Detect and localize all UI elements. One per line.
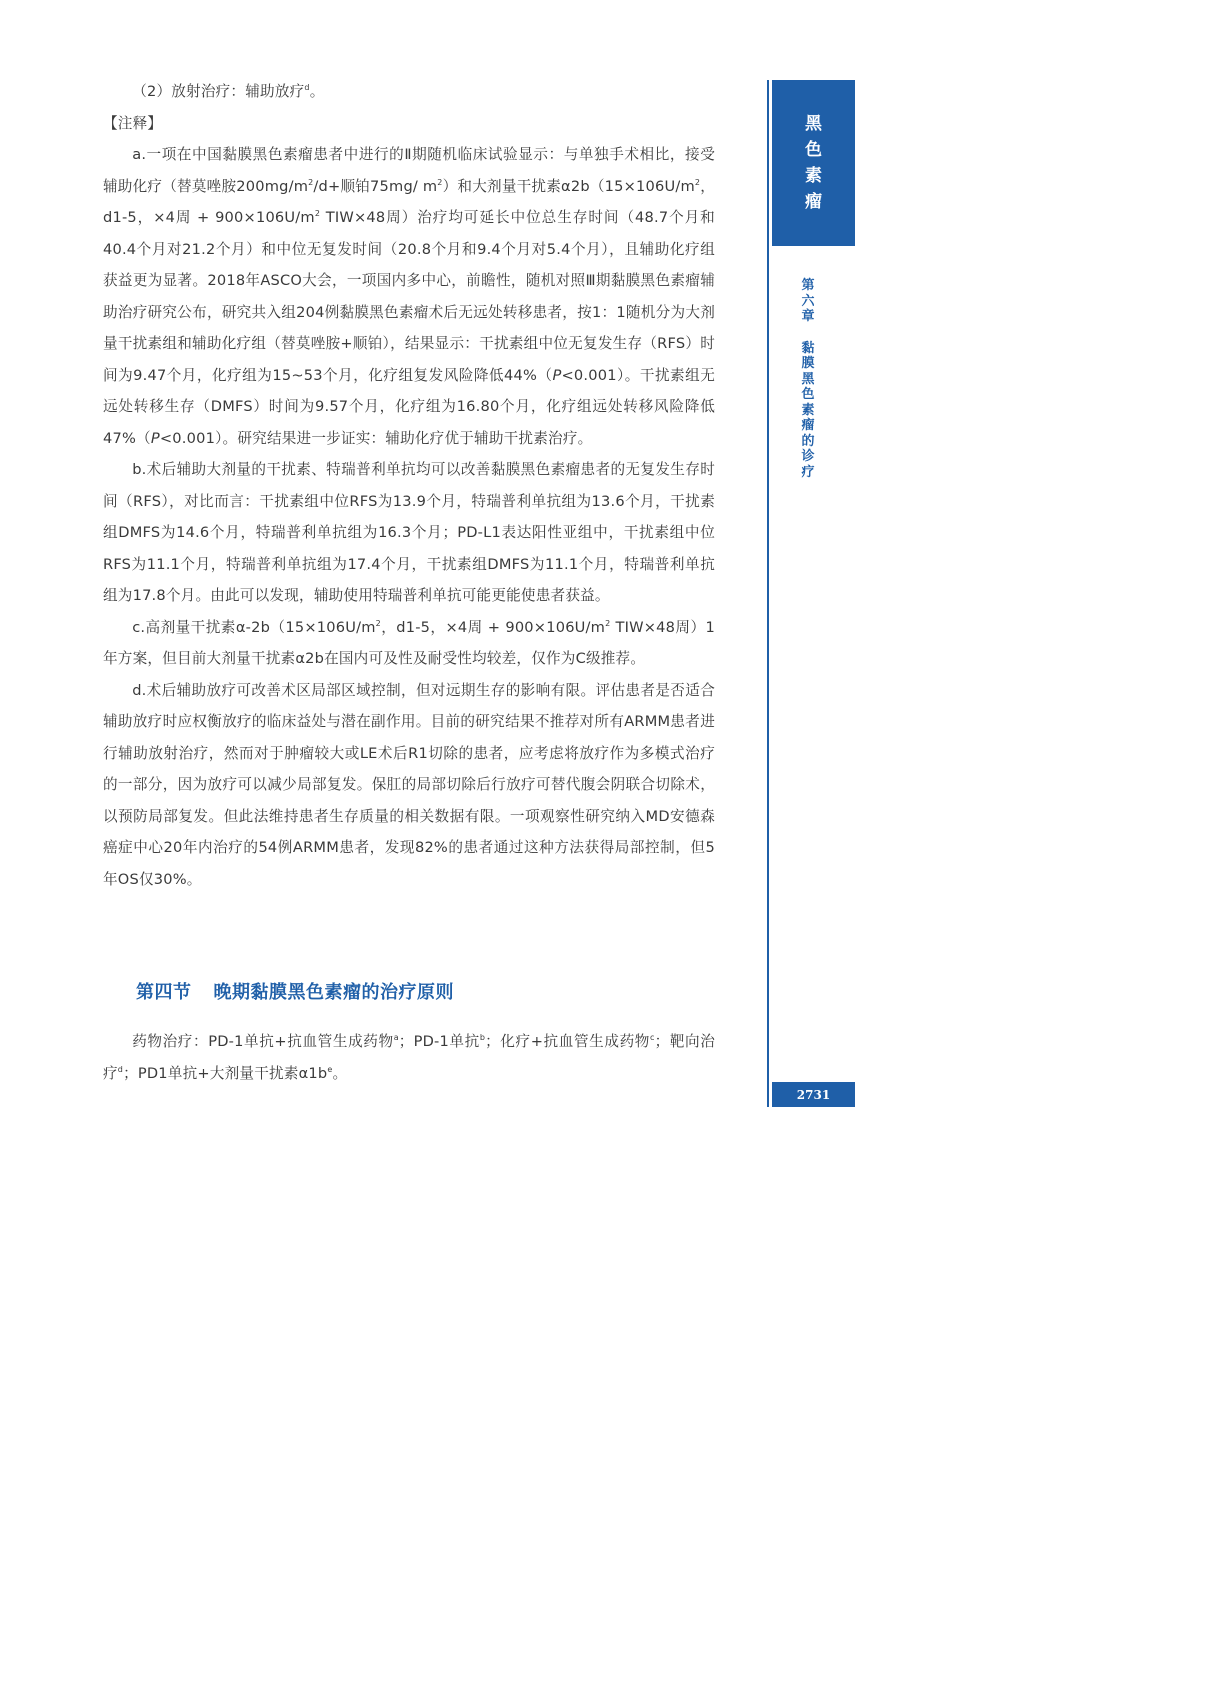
- section-heading: [136, 978, 454, 1004]
- chapter-side-label: [800, 278, 816, 480]
- side-tab-title: 黑色素瘤: [805, 114, 822, 212]
- radiotherapy-line: （2）放射治疗：辅助放疗$^d$。: [132, 83, 325, 100]
- section-title: 晚期黏膜黑色素瘤的治疗原则: [213, 982, 454, 1003]
- note-c: c.高剂量干扰素$\alpha-2b(15\times 106U/m^2$，d1-5，×4周 + $900\times 106U/m^2$ TIW×48周）1年方案，但目前大剂量干扰素α2b在国内可及性及耐受性均较差，仅作为C级推荐。: [103, 618, 715, 667]
- section-body: [103, 1026, 715, 1089]
- chapter-number: 第六章: [801, 278, 815, 324]
- main-text: [103, 76, 715, 895]
- drug-therapy-paragraph: 药物治疗：PD-1单抗+抗血管生成药物$^a$；PD-1单抗$^b$；化疗+抗血管生成药物$^c$；靶向治疗$^d$；PD1单抗+大剂量干扰素$\alpha 1b^e$。: [103, 1033, 715, 1082]
- section-number: 第四节: [136, 982, 192, 1003]
- page-number: 2731: [772, 1082, 855, 1107]
- side-tab-melanoma: [772, 80, 855, 246]
- note-a: a.一项在中国黏膜黑色素瘤患者中进行的Ⅱ期随机临床试验显示：与单独手术相比，接受辅助化疗（替莫唑胺$200mg/m^2/d+$顺铂75mg/ $m^2$）和大剂量干扰素$\alpha 2b(15\times 106U/m^2$，d1-5，×4周 + $900\times 106U/m^2$ TIW×48周）治疗均可延长中位总生存时间（48.7个月和40.4个月对21.2个月）和中位无复发时间（20.8个月和9.4个月对5.4个月），且辅助化疗组获益更为显著。2018年ASCO大会，一项国内多中心，前瞻性，随机对照Ⅲ期黏膜黑色素瘤辅助治疗研究公布，研究共入组204例黏膜黑色素瘤术后无远处转移患者，按1：1随机分为大剂量干扰素组和辅助化疗组（替莫唑胺+顺铂），结果显示：干扰素组中位无复发生存（RFS）时间为9.47个月，化疗组为15~53个月，化疗组复发风险降低44%（P<0.001）。干扰素组无远处转移生存（DMFS）时间为9.57个月，化疗组为16.80个月，化疗组远处转移风险降低47%（P<0.001）。研究结果进一步证实：辅助化疗优于辅助干扰素治疗。: [103, 146, 716, 447]
- note-d: d.术后辅助放疗可改善术区局部区域控制，但对远期生存的影响有限。评估患者是否适合辅助放疗时应权衡放疗的临床益处与潜在副作用。目前的研究结果不推荐对所有ARMM患者进行辅助放射治疗，然而对于肿瘤较大或LE术后R1切除的患者，应考虑将放疗作为多模式治疗的一部分，因为放疗可以减少局部复发。保肛的局部切除后行放疗可替代腹会阴联合切除术，以预防局部复发。但此法维持患者生存质量的相关数据有限。一项观察性研究纳入MD安德森癌症中心20年内治疗的54例ARMM患者，发现82%的患者通过这种方法获得局部控制，但5年OS仅30%。: [103, 681, 715, 888]
- note-b: b.术后辅助大剂量的干扰素、特瑞普利单抗均可以改善黏膜黑色素瘤患者的无复发生存时间（RFS），对比而言：干扰素组中位RFS为13.9个月，特瑞普利单抗组为13.6个月，干扰素组DMFS为14.6个月，特瑞普利单抗组为16.3个月；PD-L1表达阳性亚组中，干扰素组中位RFS为11.1个月，特瑞普利单抗组为17.4个月，干扰素组DMFS为11.1个月，特瑞普利单抗组为17.8个月。由此可以发现，辅助使用特瑞普利单抗可能更能使患者获益。: [103, 461, 715, 604]
- notes-heading: 【注释】: [103, 114, 163, 132]
- chapter-title: 黏膜黑色素瘤的诊疗: [801, 340, 815, 480]
- side-divider-line: [767, 80, 769, 1107]
